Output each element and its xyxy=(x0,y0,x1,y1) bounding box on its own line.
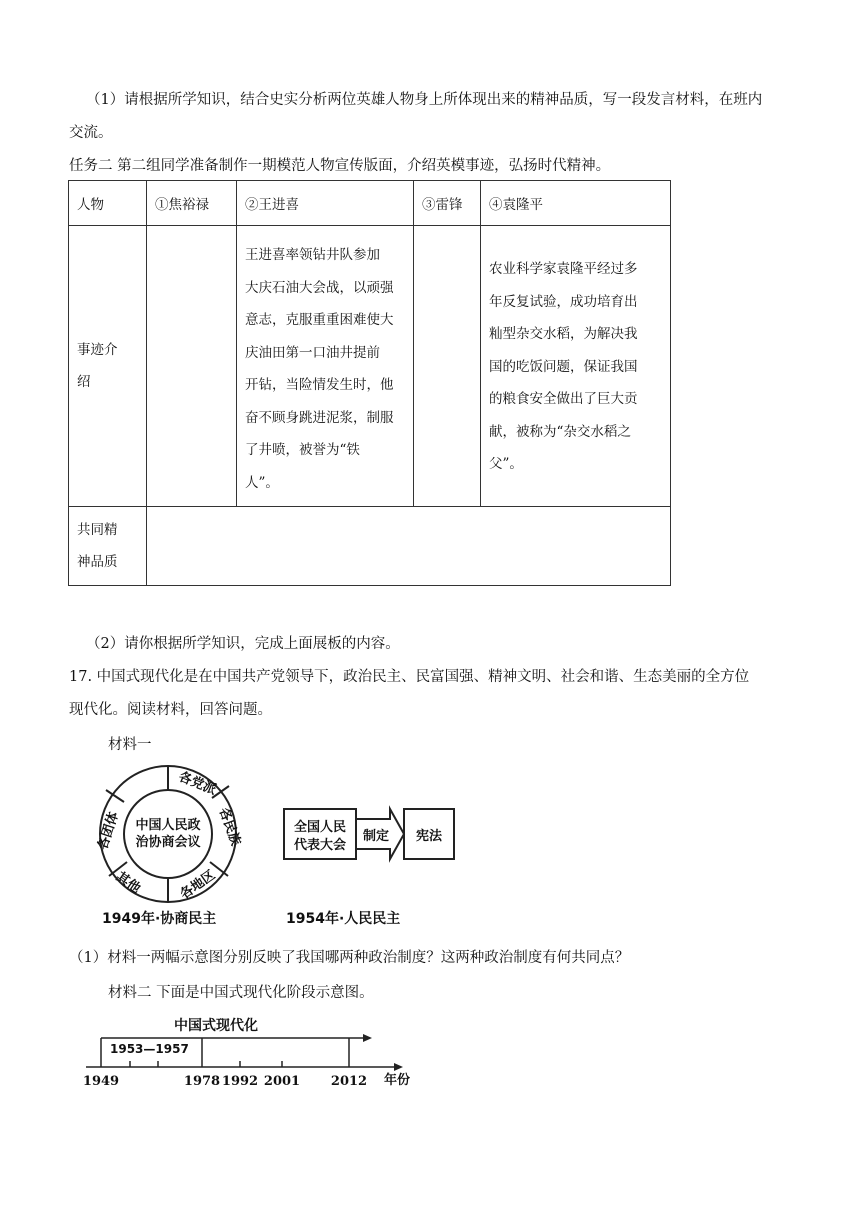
cppcc-ring-diagram xyxy=(88,762,258,912)
timeline-title-arrow-icon xyxy=(363,1034,372,1042)
timeline-unit-label: 年份 xyxy=(384,1073,411,1088)
header-yuan-longping: ④袁隆平 xyxy=(481,181,671,226)
row-label-story: 事迹介 绍 xyxy=(69,226,147,507)
timeline-year-2012: 2012 xyxy=(330,1074,368,1089)
modernization-timeline xyxy=(78,1012,428,1092)
cell-jiao-yulu-story xyxy=(147,226,237,507)
npc-box-line-1: 全国人民 xyxy=(293,820,347,835)
cell-wang-jinxi-story: 王进喜率领钻井队参加 大庆石油大会战，以顽强 意志，克服重重困难使大 庆油田第一口油井提前 开钻，当险情发生时，他 奋不顾身跳进泥浆，制服 了井喷，被誉为“铁 人”。 xyxy=(237,226,414,507)
header-jiao-yulu: ①焦裕禄 xyxy=(147,181,237,226)
diagram-2-caption: 1954年·人民民主 xyxy=(286,911,401,927)
question-17-line-1: 17. 中国式现代化是在中国共产党领导下，政治民主、民富国强、精神文明、社会和谐、生态美丽的全方位 xyxy=(69,669,750,685)
header-lei-feng: ③雷锋 xyxy=(414,181,481,226)
ring-label-parties: 各党派 xyxy=(176,769,219,799)
npc-box-line-2: 代表大会 xyxy=(293,838,347,853)
cell-lei-feng-story xyxy=(414,226,481,507)
table-header-row xyxy=(69,181,671,226)
table-row-story xyxy=(69,226,671,507)
constitution-label: 宪法 xyxy=(415,829,443,844)
question-1-line-2: 交流。 xyxy=(69,125,113,141)
timeline-range-label: 1953—1957 xyxy=(110,1042,189,1056)
arrow-label: 制定 xyxy=(362,829,390,844)
timeline-axis-arrow-icon xyxy=(394,1063,403,1071)
task-2-heading: 任务二 第二组同学准备制作一期模范人物宣传版面，介绍英模事迹，弘扬时代精神。 xyxy=(69,158,611,174)
cell-yuan-longping-story: 农业科学家袁隆平经过多 年反复试验，成功培育出 籼型杂交水稻，为解决我 国的吃饭问题，保证我国 的粮食安全做出了巨大贡 献，被称为“杂交水稻之 父”。 xyxy=(481,226,671,507)
question-17-part-1: （1）材料一两幅示意图分别反映了我国哪两种政治制度？这两种政治制度有何共同点？ xyxy=(69,950,630,966)
ring-label-regions: 各地区 xyxy=(177,867,219,903)
question-1-line-1: （1）请根据所学知识，结合史实分析两位英雄人物身上所体现出来的精神品质，写一段发言材料，在班内 xyxy=(86,92,763,108)
timeline-year-2001: 2001 xyxy=(263,1074,301,1089)
ring-label-ethnic-groups: 各民族 xyxy=(215,805,244,848)
question-2: （2）请你根据所学知识，完成上面展板的内容。 xyxy=(86,636,400,652)
cppcc-center-line-1: 中国人民政 xyxy=(135,818,201,833)
header-wang-jinxi: ②王进喜 xyxy=(237,181,414,226)
header-person: 人物 xyxy=(69,181,147,226)
timeline-title: 中国式现代化 xyxy=(174,1018,258,1034)
timeline-year-1992: 1992 xyxy=(221,1074,259,1089)
timeline-year-1949: 1949 xyxy=(82,1074,120,1089)
ring-label-groups: 各团体 xyxy=(95,810,122,852)
row-label-common-spirit: 共同精 神品质 xyxy=(69,507,147,586)
exhibition-board-table xyxy=(68,180,671,586)
cell-common-spirit-answer xyxy=(147,507,671,586)
diagram-1-caption: 1949年·协商民主 xyxy=(102,911,217,927)
npc-constitution-diagram xyxy=(282,805,457,865)
table-row-common-spirit xyxy=(69,507,671,586)
timeline-year-1978: 1978 xyxy=(183,1074,221,1089)
question-17-line-2: 现代化。阅读材料，回答问题。 xyxy=(69,702,272,718)
ring-label-others: 其他 xyxy=(113,869,143,897)
cppcc-center-line-2: 治协商会议 xyxy=(135,835,201,850)
material-2-label: 材料二 下面是中国式现代化阶段示意图。 xyxy=(108,985,374,1001)
material-1-label: 材料一 xyxy=(108,737,152,753)
